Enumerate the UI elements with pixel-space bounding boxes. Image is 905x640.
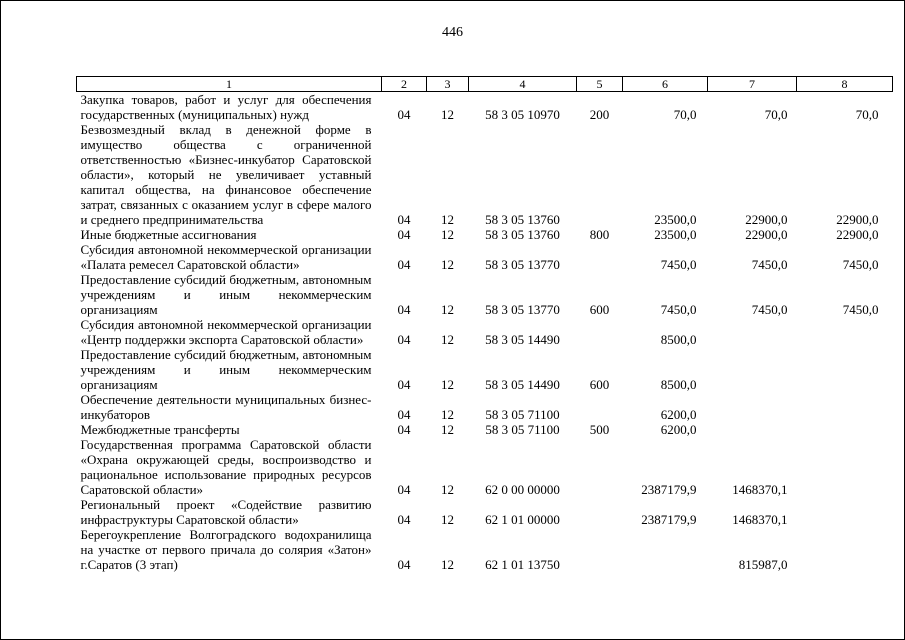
cell-col4: 58 3 05 13760 (485, 212, 560, 227)
cell-col3: 12 (441, 332, 454, 347)
cell-col8: 22900,0 (836, 212, 879, 227)
cell-col7 (708, 422, 797, 437)
cell-col2: 04 (397, 302, 411, 317)
cell-col3: 12 (441, 422, 454, 437)
cell-col8 (797, 437, 893, 497)
table-row (77, 392, 893, 422)
header-cell-2: 2 (382, 77, 427, 92)
header-cell-8: 8 (797, 77, 893, 92)
table-row (77, 437, 893, 497)
cell-col5: 600 (589, 377, 610, 392)
cell-col5 (577, 122, 623, 227)
cell-col7: 70,0 (764, 107, 788, 122)
table-header (77, 77, 893, 92)
cell-col2: 04 (397, 377, 411, 392)
cell-col6: 6200,0 (660, 407, 697, 422)
cell-col6: 7450,0 (660, 302, 697, 317)
cell-col4: 58 3 05 13760 (485, 227, 560, 242)
cell-col4: 62 1 01 00000 (485, 512, 560, 527)
cell-col5 (577, 527, 623, 572)
cell-col4: 62 1 01 13750 (485, 557, 560, 572)
cell-col3: 12 (441, 107, 454, 122)
cell-col1: Предоставление субсидий бюджетным, автономным учреждениям и иным некоммерческим организациям (80, 272, 372, 317)
cell-col4: 58 3 05 13770 (485, 257, 560, 272)
cell-col8 (797, 347, 893, 392)
cell-col2: 04 (397, 407, 411, 422)
cell-col8 (797, 317, 893, 347)
table-row (77, 317, 893, 347)
cell-col5 (577, 497, 623, 527)
cell-col7: 7450,0 (751, 302, 788, 317)
cell-col1: Предоставление субсидий бюджетным, автономным учреждениям и иным некоммерческим организациям (80, 347, 372, 392)
table-row (77, 422, 893, 437)
cell-col1: Межбюджетные трансферты (80, 422, 240, 437)
cell-col3: 12 (441, 482, 454, 497)
cell-col7: 1468370,1 (732, 512, 788, 527)
table-row (77, 347, 893, 392)
cell-col4: 62 0 00 00000 (485, 482, 560, 497)
budget-table (76, 76, 893, 572)
cell-col2: 04 (397, 422, 411, 437)
cell-col8: 7450,0 (842, 302, 879, 317)
table-row (77, 272, 893, 317)
cell-col6 (623, 527, 708, 572)
header-cell-3: 3 (427, 77, 469, 92)
cell-col7: 7450,0 (751, 257, 788, 272)
table-row (77, 92, 893, 123)
cell-col1: Иные бюджетные ассигнования (80, 227, 257, 242)
cell-col5: 500 (589, 422, 610, 437)
cell-col6: 8500,0 (660, 332, 697, 347)
cell-col1: Региональный проект «Содействие развитию инфраструктуры Саратовской области» (80, 497, 372, 527)
cell-col6: 6200,0 (660, 422, 697, 437)
cell-col4: 58 3 05 14490 (485, 332, 560, 347)
cell-col2: 04 (397, 332, 411, 347)
cell-col2: 04 (397, 212, 411, 227)
cell-col3: 12 (441, 377, 454, 392)
cell-col3: 12 (441, 212, 454, 227)
cell-col1: Государственная программа Саратовской области «Охрана окружающей среды, воспроизводство и рациональное использование природных ресурсов Саратовской области» (80, 437, 372, 497)
cell-col1: Безвозмездный вклад в денежной форме в имущество общества с ограниченной ответственностью «Бизнес-инкубатор Саратовской области», который не увеличивает уставный капитал общества, на финансовое обеспечение затрат, связанных с оказанием услуг в сфере малого и среднего предпринимательства (80, 122, 372, 227)
cell-col6: 8500,0 (660, 377, 697, 392)
cell-col6: 2387179,9 (641, 482, 697, 497)
header-cell-4: 4 (469, 77, 577, 92)
cell-col8 (797, 392, 893, 422)
cell-col6: 2387179,9 (641, 512, 697, 527)
cell-col4: 58 3 05 71100 (485, 407, 560, 422)
cell-col7 (708, 392, 797, 422)
cell-col2: 04 (397, 512, 411, 527)
cell-col8 (797, 527, 893, 572)
table-row (77, 227, 893, 242)
header-cell-7: 7 (708, 77, 797, 92)
cell-col2: 04 (397, 227, 411, 242)
cell-col2: 04 (397, 107, 411, 122)
cell-col8: 70,0 (855, 107, 879, 122)
cell-col8 (797, 422, 893, 437)
cell-col5 (577, 242, 623, 272)
cell-col4: 58 3 05 10970 (485, 107, 560, 122)
cell-col7: 1468370,1 (732, 482, 788, 497)
table-body (77, 92, 893, 573)
cell-col1: Субсидия автономной некоммерческой организации «Палата ремесел Саратовской области» (80, 242, 372, 272)
page-number: 446 (442, 25, 463, 40)
cell-col3: 12 (441, 227, 454, 242)
cell-col5: 600 (589, 302, 610, 317)
cell-col3: 12 (441, 407, 454, 422)
table-row (77, 527, 893, 572)
header-cell-5: 5 (577, 77, 623, 92)
cell-col8: 7450,0 (842, 257, 879, 272)
table-row (77, 242, 893, 272)
cell-col2: 04 (397, 482, 411, 497)
cell-col2: 04 (397, 257, 411, 272)
cell-col6: 70,0 (673, 107, 697, 122)
cell-col4: 58 3 05 13770 (485, 302, 560, 317)
cell-col7: 22900,0 (745, 227, 788, 242)
cell-col8 (797, 497, 893, 527)
table-row (77, 497, 893, 527)
cell-col3: 12 (441, 557, 454, 572)
cell-col6: 7450,0 (660, 257, 697, 272)
cell-col3: 12 (441, 302, 454, 317)
cell-col5 (577, 437, 623, 497)
cell-col7 (708, 347, 797, 392)
cell-col4: 58 3 05 71100 (485, 422, 560, 437)
cell-col5: 800 (589, 227, 610, 242)
cell-col1: Обеспечение деятельности муниципальных бизнес-инкубаторов (80, 392, 372, 422)
cell-col1: Субсидия автономной некоммерческой организации «Центр поддержки экспорта Саратовской области» (80, 317, 372, 347)
cell-col7 (708, 317, 797, 347)
cell-col6: 23500,0 (654, 227, 697, 242)
cell-col8: 22900,0 (836, 227, 879, 242)
cell-col2: 04 (397, 557, 411, 572)
cell-col3: 12 (441, 257, 454, 272)
cell-col6: 23500,0 (654, 212, 697, 227)
cell-col3: 12 (441, 512, 454, 527)
header-cell-6: 6 (623, 77, 708, 92)
cell-col1: Берегоукрепление Волгоградского водохранилища на участке от первого причала до солярия «Затон» г.Саратов (3 этап) (80, 527, 372, 572)
cell-col5: 200 (589, 107, 610, 122)
cell-col7: 815987,0 (738, 557, 788, 572)
table-row (77, 122, 893, 227)
cell-col5 (577, 317, 623, 347)
table-header-row (77, 77, 893, 92)
header-cell-1: 1 (77, 77, 382, 92)
cell-col1: Закупка товаров, работ и услуг для обеспечения государственных (муниципальных) нужд (80, 92, 372, 122)
cell-col5 (577, 392, 623, 422)
cell-col7: 22900,0 (745, 212, 788, 227)
cell-col4: 58 3 05 14490 (485, 377, 560, 392)
